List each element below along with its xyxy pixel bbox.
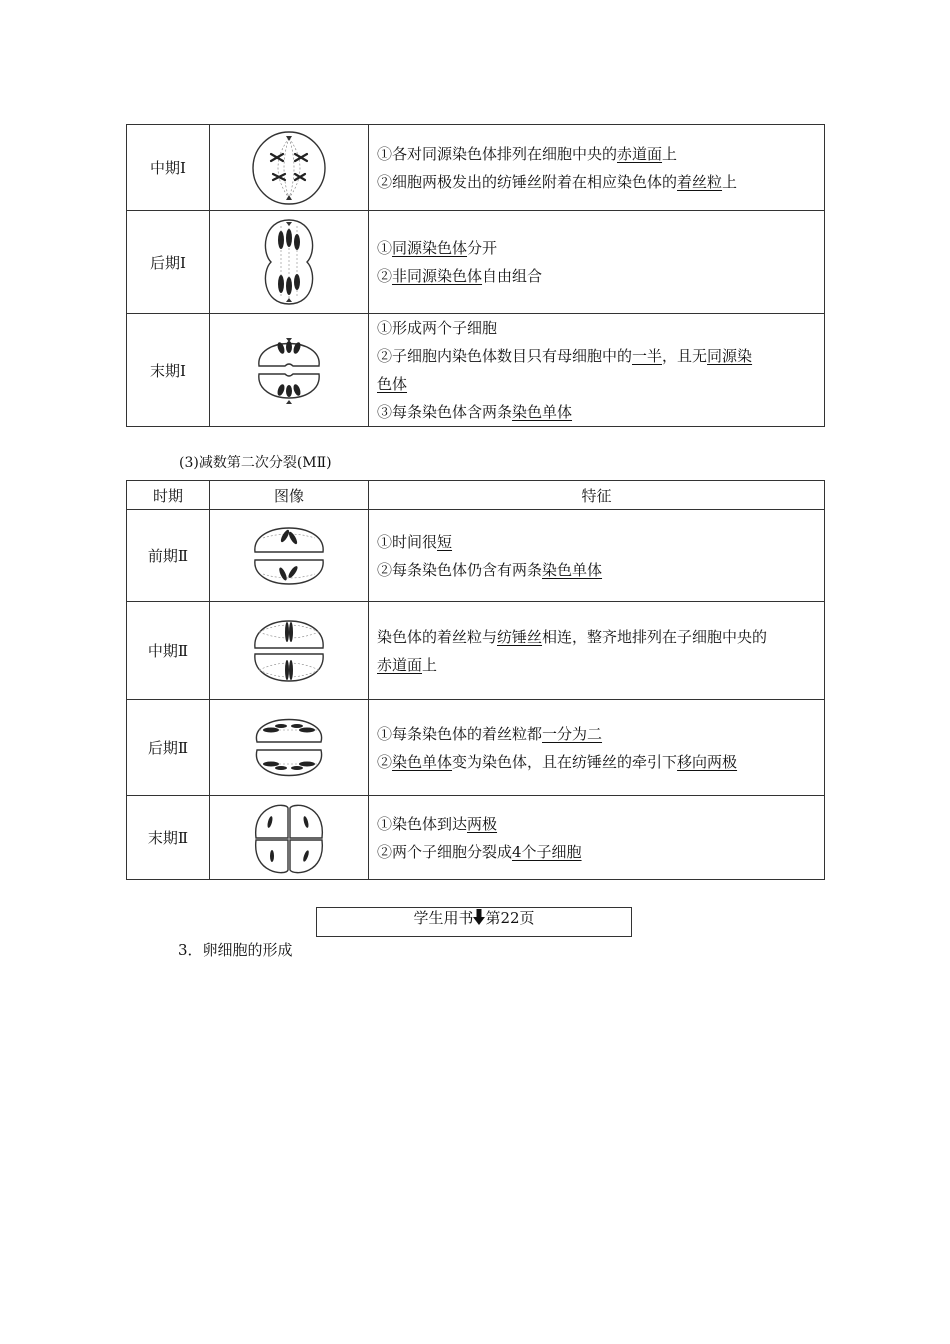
feature-line [377, 623, 816, 651]
next-section-heading: 3．卵细胞的形成 [178, 941, 293, 959]
table-row [127, 700, 825, 796]
feature-line [377, 810, 816, 838]
feature-line [377, 168, 816, 196]
metaphase-2-cell-image [249, 608, 329, 694]
feature-text: 染色体的着丝粒与 [377, 627, 498, 646]
feature-line [377, 651, 816, 679]
period-label: 后期Ⅱ [127, 700, 210, 796]
feature-text: ② [377, 267, 393, 285]
answer-text: 纺锤丝 [497, 627, 543, 646]
feature-line [377, 556, 816, 584]
feature-text: ①每条染色体的着丝粒都 [377, 724, 543, 743]
period-label: 前期Ⅱ [127, 510, 210, 602]
feature-cell [369, 700, 825, 796]
feature-text: ①时间很 [377, 532, 438, 551]
table-row [127, 510, 825, 602]
answer-text: 着丝粒 [677, 172, 723, 191]
period-label: 末期Ⅰ [127, 314, 210, 427]
answer-text: 染色单体 [542, 560, 603, 579]
cell-figure-prophase-2 [210, 510, 369, 602]
table-row [127, 602, 825, 700]
answer-text: 同源染色体 [392, 239, 468, 257]
feature-line [377, 314, 816, 342]
feature-cell [369, 510, 825, 602]
feature-line [377, 234, 816, 262]
feature-cell [369, 125, 825, 211]
period-label: 末期Ⅱ [127, 796, 210, 880]
answer-text: 色体 [377, 375, 408, 393]
feature-text: 上 [722, 172, 738, 191]
feature-cell [369, 314, 825, 427]
answer-text: 4个子细胞 [512, 842, 582, 861]
down-arrow-icon [473, 909, 485, 930]
prophase-2-cell-image [249, 516, 329, 596]
cell-figure-metaphase-2 [210, 602, 369, 700]
answer-text: 染色单体 [392, 752, 453, 771]
meiosis-2-table [126, 480, 825, 880]
section-title: (3)减数第二次分裂(MⅡ) [179, 455, 332, 471]
feature-text: 分开 [467, 239, 498, 257]
answer-text: 染色单体 [512, 403, 573, 421]
feature-text: ③每条染色体含两条 [377, 403, 513, 421]
table-row [127, 796, 825, 880]
column-header: 时期 [127, 481, 210, 510]
feature-cell [369, 602, 825, 700]
meiosis-1-table [126, 124, 825, 427]
feature-text: ①各对同源染色体排列在细胞中央的 [377, 144, 618, 163]
feature-line [377, 370, 816, 398]
period-label: 后期Ⅰ [127, 211, 210, 314]
table-row [127, 211, 825, 314]
feature-text: 上 [662, 144, 678, 163]
answer-text: 赤道面 [377, 655, 423, 674]
feature-text: ②两个子细胞分裂成 [377, 842, 513, 861]
cell-figure-telophase-1 [210, 314, 369, 427]
anaphase-2-cell-image [249, 706, 329, 790]
feature-text: ，且无 [662, 347, 708, 365]
feature-text: ② [377, 752, 393, 771]
cell-figure-anaphase-1 [210, 211, 369, 314]
page-reference-box [316, 907, 632, 937]
table-header-row [127, 481, 825, 510]
cell-figure-metaphase-1 [210, 125, 369, 211]
answer-text: 一半 [632, 347, 663, 365]
anaphase-1-cell-image [259, 216, 319, 308]
table-row [127, 314, 825, 427]
telophase-2-cell-image [250, 800, 328, 876]
page-ref-suffix: 第22页 [485, 909, 535, 927]
column-header: 图像 [210, 481, 369, 510]
period-label: 中期Ⅰ [127, 125, 210, 211]
feature-text: 变为染色体，且在纺锤丝的牵引下 [452, 752, 678, 771]
page-ref-prefix: 学生用书 [413, 909, 474, 927]
feature-text: ②细胞两极发出的纺锤丝附着在相应染色体的 [377, 172, 678, 191]
feature-line [377, 838, 816, 866]
feature-line [377, 140, 816, 168]
period-label: 中期Ⅱ [127, 602, 210, 700]
feature-cell [369, 211, 825, 314]
cell-figure-telophase-2 [210, 796, 369, 880]
feature-line [377, 262, 816, 290]
feature-text: ①染色体到达 [377, 814, 468, 833]
answer-text: 两极 [467, 814, 498, 833]
feature-line [377, 748, 816, 776]
feature-line [377, 342, 816, 370]
answer-text: 短 [437, 532, 453, 551]
feature-cell [369, 796, 825, 880]
feature-text: 相连，整齐地排列在子细胞中央的 [542, 627, 768, 646]
feature-line [377, 398, 816, 426]
answer-text: 赤道面 [617, 144, 663, 163]
feature-line [377, 528, 816, 556]
metaphase-1-cell-image [249, 128, 329, 208]
feature-text: 上 [422, 655, 438, 674]
answer-text: 一分为二 [542, 724, 603, 743]
cell-figure-anaphase-2 [210, 700, 369, 796]
feature-text: ①形成两个子细胞 [377, 319, 498, 337]
column-header: 特征 [369, 481, 825, 510]
telophase-1-cell-image [253, 326, 325, 414]
feature-line [377, 720, 816, 748]
answer-text: 同源染 [707, 347, 753, 365]
answer-text: 非同源染色体 [392, 267, 483, 285]
feature-text: ① [377, 239, 393, 257]
table-row [127, 125, 825, 211]
feature-text: ②每条染色体仍含有两条 [377, 560, 543, 579]
answer-text: 移向两极 [677, 752, 738, 771]
feature-text: ②子细胞内染色体数目只有母细胞中的 [377, 347, 633, 365]
feature-text: 自由组合 [482, 267, 543, 285]
